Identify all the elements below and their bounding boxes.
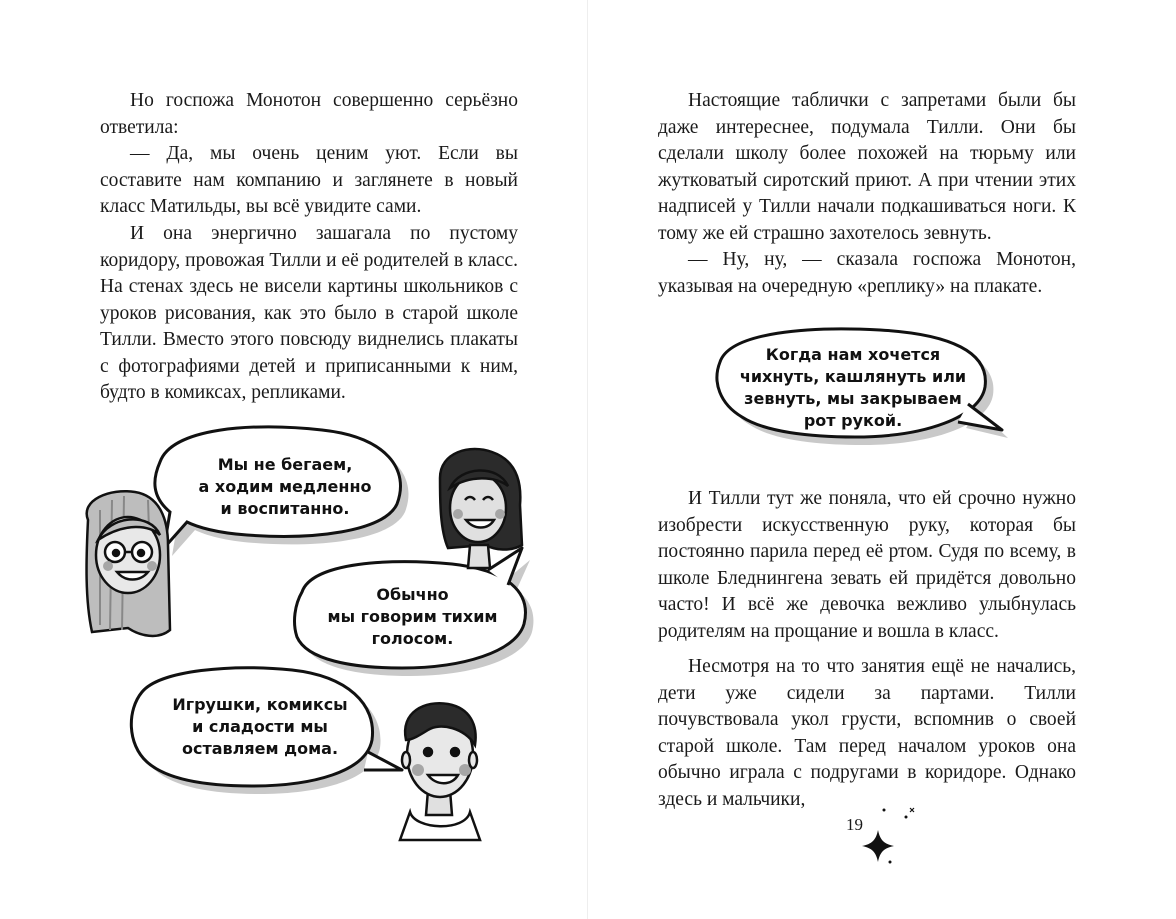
bubble-line: Игрушки, комиксы bbox=[172, 695, 348, 714]
bubble-line: Когда нам хочется bbox=[765, 345, 941, 364]
bubble-line: зевнуть, мы закрываем bbox=[744, 389, 962, 408]
bubble-line: и сладости мы bbox=[192, 717, 328, 736]
bubble-line: и воспитанно. bbox=[220, 499, 350, 518]
sparkle-icon bbox=[862, 808, 914, 864]
bubble-line: Обычно bbox=[376, 585, 449, 604]
page-number: 19 bbox=[846, 815, 863, 834]
paragraph-7: Несмотря на то что занятия ещё не начались, дети уже сидели за партами. Тилли почувствовала укол грусти, вспомнив о своей старой школе. Там перед началом уроков она обычно играла с подругами в коридоре. Однако здесь и мальчики, bbox=[658, 656, 1076, 810]
paragraph-4: Настоящие таблички с запретами были бы даже интереснее, подумала Тилли. Они бы сделали школу более похожей на тюрьму или жутковатый сиротский приют. А при чтении этих надписей у Тилли начали подкашиваться ноги. К тому же ей страшно захотелось зевнуть. bbox=[658, 90, 1076, 244]
bubble-sneeze-text bbox=[728, 344, 978, 432]
girl-glasses-illustration bbox=[87, 491, 170, 636]
bubble-running-text bbox=[175, 454, 395, 520]
boy-illustration bbox=[400, 703, 480, 840]
bubble-toys-text bbox=[150, 694, 370, 760]
bubble-quiet-text bbox=[305, 584, 520, 650]
paragraph-6: И Тилли тут же поняла, что ей срочно нужно изобрести искусственную руку, которая бы постоянно парила перед её ртом. Судя по всему, в школе Бледнингена зевать ей придётся довольно часто! И всё же девочка вежливо улыбнулась родителям на прощание и вошла в класс. bbox=[658, 488, 1076, 642]
paragraph-1: Но госпожа Монотон совершенно серьёзно ответила: bbox=[100, 90, 518, 138]
bubble-line: чихнуть, кашлянуть или bbox=[739, 367, 967, 386]
bubble-line: Мы не бегаем, bbox=[217, 455, 353, 474]
bubble-line: мы говорим тихим bbox=[327, 607, 498, 626]
bubble-line: рот рукой. bbox=[803, 411, 903, 430]
bubble-line: оставляем дома. bbox=[181, 739, 339, 758]
girl-dark-hair-illustration bbox=[440, 449, 522, 568]
right-page bbox=[588, 0, 1176, 919]
bubble-line: голосом. bbox=[371, 629, 454, 648]
paragraph-3: И она энергично зашагала по пустому коридору, провожая Тилли и её родителей в класс. На стенах здесь не висели картины школьников с уроков рисования, как это было в старой школе Тилли. Вместо этого повсюду виднелись плакаты с фотографиями детей и приписанными к ним, будто в комиксах, репликами. bbox=[100, 223, 518, 403]
bubble-line: а ходим медленно bbox=[198, 477, 372, 496]
paragraph-5: — Ну, ну, — сказала госпожа Монотон, указывая на очередную «реплику» на плакате. bbox=[658, 249, 1076, 297]
paragraph-2: — Да, мы очень ценим уют. Если вы составите нам компанию и заглянете в новый класс Матильды, вы всё увидите сами. bbox=[100, 143, 518, 217]
